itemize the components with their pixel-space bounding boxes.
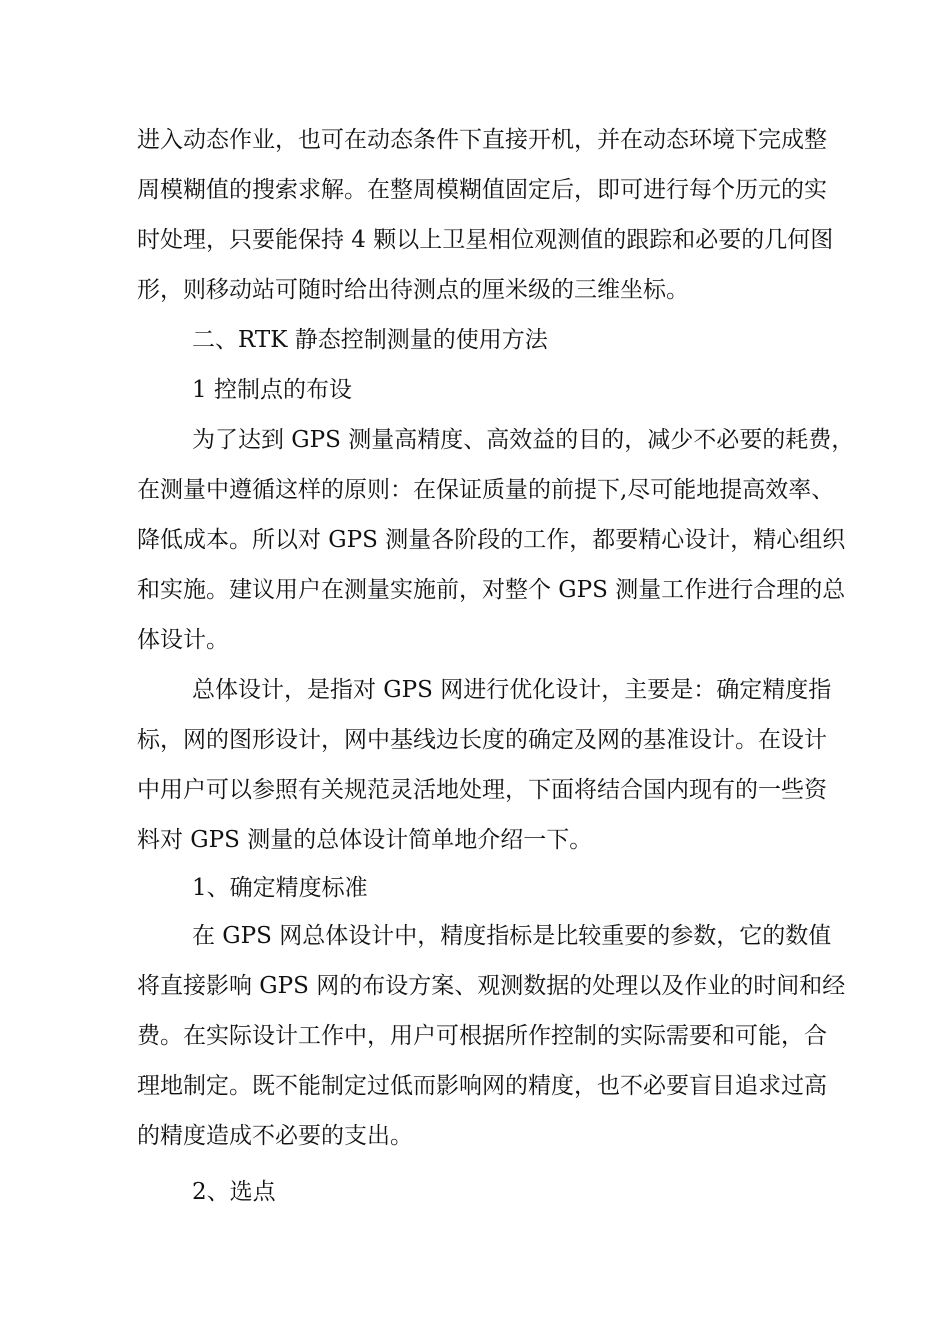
paragraph-2-line-2: 在测量中遵循这样的原则：在保证质量的前提下,尽可能地提高效率、 xyxy=(137,477,835,503)
paragraph-3-line-1: 总体设计，是指对 GPS 网进行优化设计，主要是：确定精度指 xyxy=(192,677,832,703)
paragraph-2-line-5: 体设计。 xyxy=(137,627,229,653)
section-heading-rtk: 二、RTK 静态控制测量的使用方法 xyxy=(192,327,548,353)
paragraph-1-line-3: 时处理，只要能保持 4 颗以上卫星相位观测值的跟踪和必要的几何图 xyxy=(137,227,834,253)
paragraph-4-line-4: 理地制定。既不能制定过低而影响网的精度，也不必要盲目追求过高 xyxy=(137,1073,827,1099)
paragraph-3-line-3: 中用户可以参照有关规范灵活地处理，下面将结合国内现有的一些资 xyxy=(137,777,827,803)
paragraph-4-line-3: 费。在实际设计工作中，用户可根据所作控制的实际需要和可能，合 xyxy=(137,1023,827,1049)
subsection-heading-control-points: 1 控制点的布设 xyxy=(192,377,352,403)
paragraph-2-line-3: 降低成本。所以对 GPS 测量各阶段的工作，都要精心设计，精心组织 xyxy=(137,527,846,553)
paragraph-4-line-2: 将直接影响 GPS 网的布设方案、观测数据的处理以及作业的时间和经 xyxy=(137,973,846,999)
paragraph-4-line-1: 在 GPS 网总体设计中，精度指标是比较重要的参数，它的数值 xyxy=(192,923,832,949)
paragraph-1-line-2: 周模糊值的搜索求解。在整周模糊值固定后，即可进行每个历元的实 xyxy=(137,177,827,203)
paragraph-3-line-2: 标，网的图形设计，网中基线边长度的确定及网的基准设计。在设计 xyxy=(137,727,827,753)
section-heading-precision: 1、确定精度标准 xyxy=(192,875,368,901)
section-heading-site-selection: 2、选点 xyxy=(192,1179,276,1205)
paragraph-1-line-4: 形，则移动站可随时给出待测点的厘米级的三维坐标。 xyxy=(137,277,689,303)
paragraph-2-line-1: 为了达到 GPS 测量高精度、高效益的目的，减少不必要的耗费， xyxy=(192,427,855,453)
paragraph-3-line-4: 料对 GPS 测量的总体设计简单地介绍一下。 xyxy=(137,827,593,853)
paragraph-2-line-4: 和实施。建议用户在测量实施前，对整个 GPS 测量工作进行合理的总 xyxy=(137,577,846,603)
paragraph-1-line-1: 进入动态作业，也可在动态条件下直接开机，并在动态环境下完成整 xyxy=(137,127,827,153)
paragraph-4-line-5: 的精度造成不必要的支出。 xyxy=(137,1123,413,1149)
